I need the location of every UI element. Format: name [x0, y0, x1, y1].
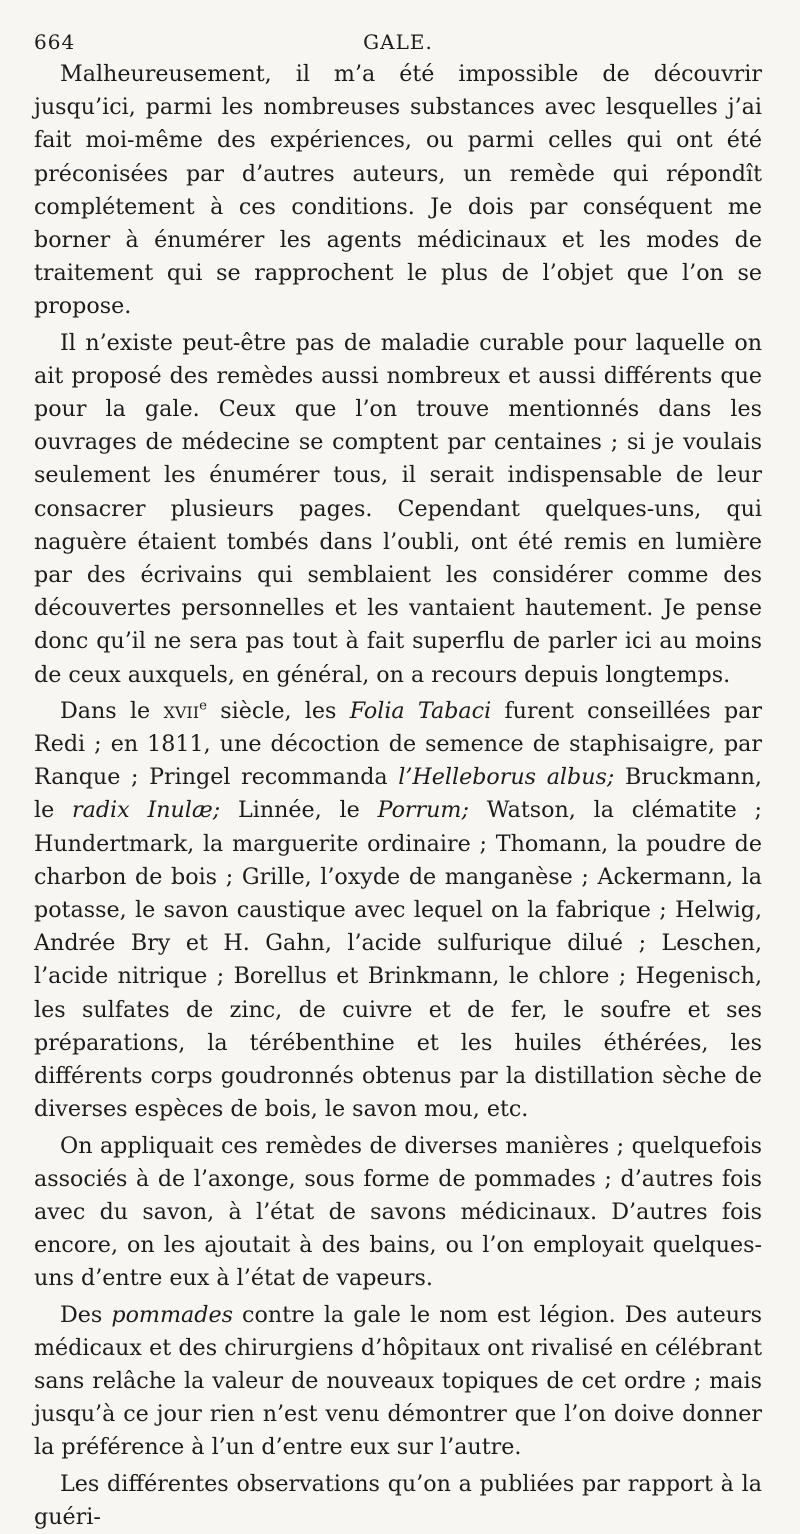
- italic-term: l’Helleborus albus;: [398, 764, 615, 791]
- century-superscript: e: [199, 698, 207, 714]
- text-run: Watson, la clématite ; Hundertmark, la marguerite ordinaire ; Thomann, la poudre de charbon de bois ; Grille, l’oxyde de manganèse ; Ackermann, la potasse, le savon caustique avec lequel on la fabrique ; Helwig, Andrée Bry et H. Gahn, l’acide sulfurique dilué ; Leschen, l’acide nitrique ; Borellus et Brinkmann, le chlore ; Hegenisch, les sulfates de zinc, de cuivre et de fer, le soufre et ses préparations, la térébenthine et les huiles éthérées, les différents corps goudronnés obtenus par la distillation sèche de diverses espèces de bois, le savon mou, etc.: [34, 797, 762, 1123]
- italic-term: Porrum;: [377, 797, 469, 824]
- italic-term: Folia Tabaci: [349, 697, 492, 724]
- italic-term: pommades: [111, 1301, 233, 1328]
- paragraph-5: [34, 1299, 762, 1465]
- text-run: Bruckmann, le: [34, 764, 762, 824]
- text-run: Des: [60, 1301, 112, 1328]
- italic-term: radix Inulæ;: [72, 797, 221, 824]
- text-run: furent conseillées par Redi ; en 1811, une décoction de semence de staphisaigre, par Ranque ; Pringel recommanda: [34, 697, 762, 791]
- running-title: GALE.: [363, 30, 433, 54]
- paragraph-3: [34, 695, 762, 1127]
- page-number: 664: [34, 30, 76, 54]
- paragraph-1: Malheureusement, il m’a été impossible de découvrir jusqu’ici, parmi les nombreuses substances avec lesquelles j’ai fait moi-même des expériences, ou parmi celles qui ont été préconisées par d’autres auteurs, un remède qui répondît complétement à ces conditions. Je dois par conséquent me borner à énumérer les agents médicinaux et les modes de traitement qui se rapprochent le plus de l’objet que l’on se propose.: [34, 61, 762, 320]
- text-run: siècle, les: [206, 697, 350, 724]
- paragraph-2: Il n’existe peut-être pas de maladie curable pour laquelle on ait proposé des remèdes aussi nombreux et aussi différents que pour la gale. Ceux que l’on trouve mentionnés dans les ouvrages de médecine se comptent par centaines ; si je voulais seulement les énumérer tous, il serait indispensable de leur consacrer plusieurs pages. Cependant quelques-uns, qui naguère étaient tombés dans l’oubli, ont été remis en lumière par des écrivains qui semblaient les considérer comme des découvertes personnelles et les vantaient hautement. Je pense donc qu’il ne sera pas tout à fait superflu de parler ici au moins de ceux auxquels, en général, on a recours depuis longtemps.: [34, 329, 762, 688]
- text-run: Linnée, le: [220, 797, 378, 824]
- body-text: [34, 58, 762, 1534]
- century-numeral: xvii: [163, 697, 200, 724]
- page-header: [34, 22, 762, 58]
- paragraph-6: Les différentes observations qu’on a publiées par rapport à la guéri-: [34, 1470, 762, 1530]
- text-run: contre la gale le nom est légion. Des auteurs médicaux et des chirurgiens d’hôpitaux ont rivalisé en célébrant sans relâche la valeur de nouveaux topiques de cet ordre ; mais jusqu’à ce jour rien n’est venu démontrer que l’on doive donner la préférence à l’un d’entre eux sur l’autre.: [34, 1301, 762, 1461]
- text-run: Dans le: [60, 697, 164, 724]
- paragraph-4: On appliquait ces remèdes de diverses manières ; quelquefois associés à de l’axonge, sous forme de pommades ; d’autres fois avec du savon, à l’état de savons médicinaux. D’autres fois encore, on les ajoutait à des bains, ou l’on employait quelques-uns d’entre eux à l’état de vapeurs.: [34, 1132, 762, 1292]
